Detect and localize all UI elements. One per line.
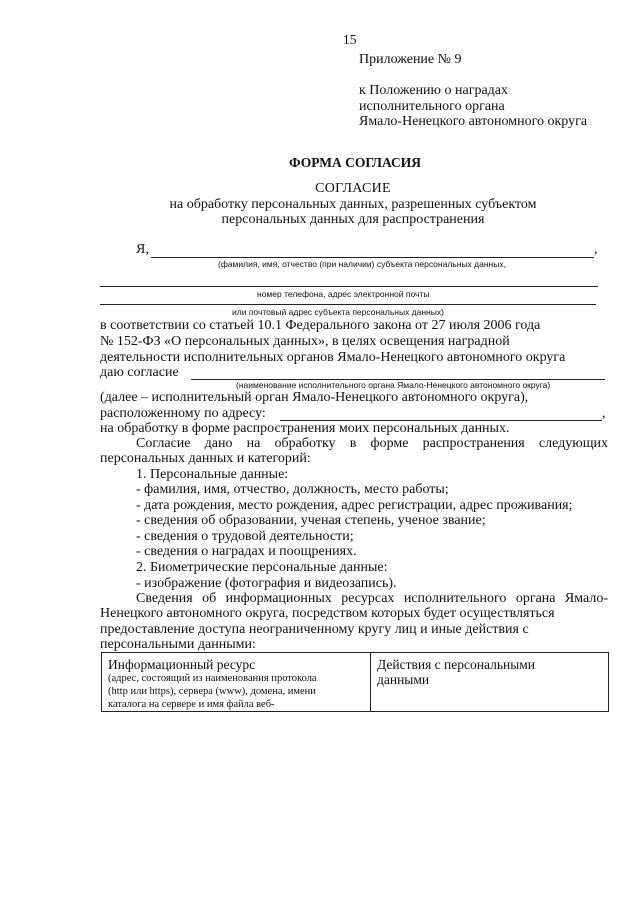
p2-line-3: на обработку в форме распространения моих персональных данных.	[100, 421, 510, 436]
p1-line-1: в соответствии со статьей 10.1 Федерального закона от 27 июля 2006 года	[100, 318, 541, 333]
p3-line-1: Согласие дано на обработку в форме распространения следующих	[136, 436, 608, 451]
consent-heading: СОГЛАСИЕ	[315, 181, 391, 196]
organ-caption: (наименование исполнительного органа Ямало-Ненецкого автономного округа)	[236, 380, 551, 390]
list-item: - дата рождения, место рождения, адрес регистрации, адрес проживания;	[136, 498, 573, 513]
name-caption: (фамилия, имя, отчество (при наличии) субъекта персональных данных,	[218, 259, 506, 269]
table-col2-header-2: данными	[377, 672, 430, 687]
p4-line-3: предоставление доступа неограниченному кругу лиц и иные действия с	[100, 622, 529, 637]
phone-input-line[interactable]	[100, 286, 598, 287]
table-col2-header-1: Действия с персональными	[377, 657, 536, 672]
location-line-comma: ,	[602, 406, 606, 421]
p4-line-2: Ненецкого автономного округа, посредством которых будет осуществляться	[100, 606, 555, 621]
list-item: - сведения о трудовой деятельности;	[136, 529, 354, 544]
p1-line-2: № 152-ФЗ «О персональных данных», в целях освещения наградной	[100, 334, 510, 349]
phone-caption: номер телефона, адрес электронной почты	[257, 289, 430, 299]
appendix-line-1: к Положению о наградах	[359, 83, 509, 98]
appendix-title: Приложение № 9	[359, 52, 462, 67]
i-label: Я,	[136, 242, 149, 257]
appendix-line-2: исполнительного органа	[359, 99, 505, 114]
list-item: - сведения об образовании, ученая степень, ученое звание;	[136, 513, 486, 528]
list-item: - сведения о наградах и поощрениях.	[136, 544, 357, 559]
table-col1-sub-1: (адрес, состоящий из наименования протокола	[108, 673, 317, 684]
list-item: 1. Персональные данные:	[136, 467, 289, 482]
p4-line-1: Сведения об информационных ресурсах исполнительного органа Ямало-	[136, 591, 608, 606]
located-label: расположенному по адресу:	[100, 406, 266, 421]
p1-line-4: даю согласие	[100, 365, 179, 380]
table-cell-actions	[371, 653, 609, 712]
address-caption: или почтовый адрес субъекта персональных данных)	[232, 307, 444, 317]
table-cell-resource	[102, 653, 371, 712]
table-col1-sub-3: каталога на сервере и имя файла веб-	[108, 699, 275, 710]
appendix-line-3: Ямало-Ненецкого автономного округа	[359, 114, 588, 129]
p2-line-1: (далее – исполнительный орган Ямало-Ненецкого автономного округа),	[100, 390, 529, 405]
table-col1-sub-2: (http или https), сервера (www), домена, имени	[108, 686, 316, 697]
p1-line-3: деятельности исполнительных органов Ямало-Ненецкого автономного округа	[100, 350, 566, 365]
name-line-comma: ,	[594, 242, 598, 257]
address-input-line[interactable]	[100, 304, 596, 305]
form-title: ФОРМА СОГЛАСИЯ	[288, 155, 422, 170]
table-col1-header: Информационный ресурс	[108, 657, 256, 672]
page-number: 15	[343, 32, 357, 47]
list-item: 2. Биометрические персональные данные:	[136, 560, 388, 575]
consent-subheading-1: на обработку персональных данных, разрешенных субъектом	[169, 197, 537, 212]
info-resources-table	[101, 652, 609, 712]
p4-line-4: персональными данными:	[100, 637, 256, 652]
list-item: - изображение (фотография и видеозапись).	[136, 576, 397, 591]
p3-line-2: персональных данных и категорий:	[100, 451, 311, 466]
consent-subheading-2: персональных данных для распространения	[221, 212, 485, 227]
list-item: - фамилия, имя, отчество, должность, место работы;	[136, 482, 449, 497]
name-input-line[interactable]	[151, 257, 594, 258]
